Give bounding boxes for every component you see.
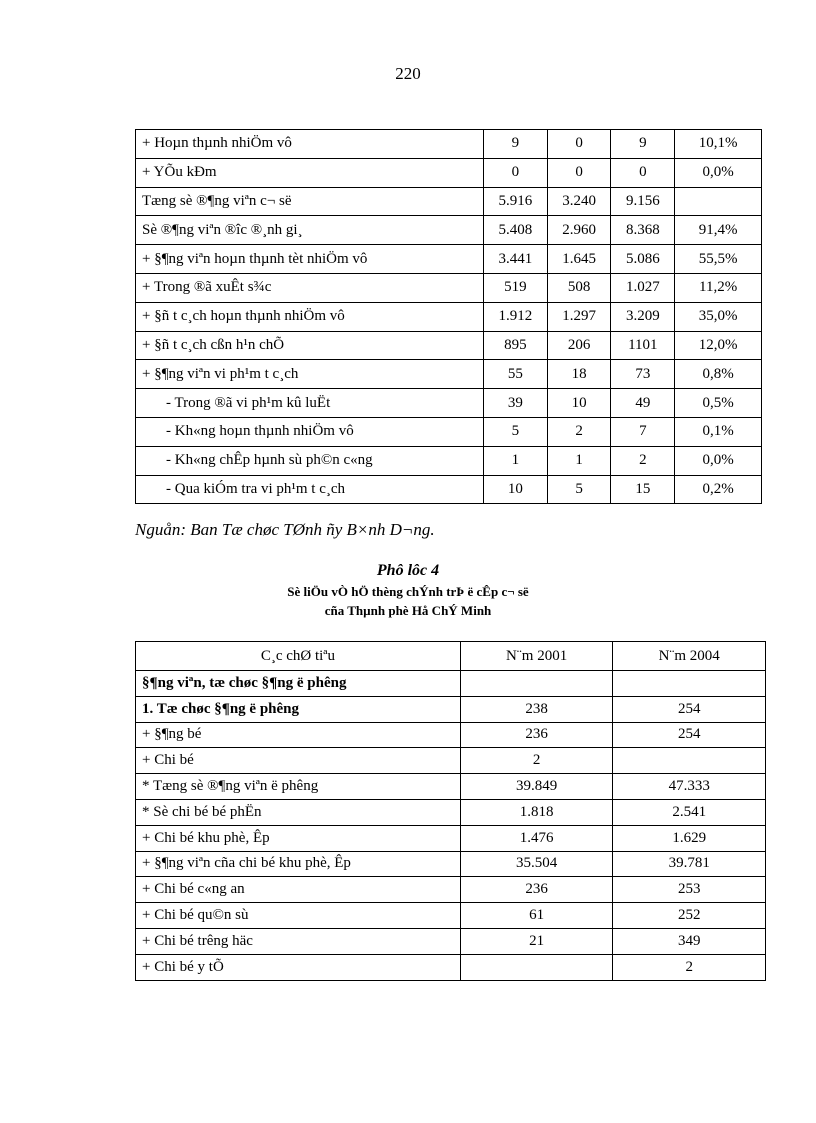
value-2001: 236 <box>460 722 613 748</box>
value-col1: 39 <box>484 389 548 418</box>
value-2001: 21 <box>460 928 613 954</box>
value-percent: 11,2% <box>675 273 762 302</box>
table-row <box>136 360 762 389</box>
value-total: 49 <box>611 389 675 418</box>
value-2001: 238 <box>460 696 613 722</box>
row-label: + Hoµn thµnh nhiÖm vô <box>136 130 484 159</box>
value-col2: 206 <box>547 331 611 360</box>
table-row <box>136 671 766 697</box>
table1-body <box>136 130 762 504</box>
value-percent: 0,5% <box>675 389 762 418</box>
table-row <box>136 774 766 800</box>
value-2001: 236 <box>460 877 613 903</box>
value-percent: 0,8% <box>675 360 762 389</box>
table2-body <box>136 642 766 981</box>
value-2001: 1.476 <box>460 825 613 851</box>
value-2004: 254 <box>613 722 766 748</box>
value-total: 2 <box>611 446 675 475</box>
value-2001: 35.504 <box>460 851 613 877</box>
value-col2: 1 <box>547 446 611 475</box>
row-label: + §¶ng viªn cña chi bé khu phè, Êp <box>136 851 461 877</box>
value-col1: 5 <box>484 417 548 446</box>
page-number: 220 <box>395 64 421 83</box>
table-row <box>136 446 762 475</box>
value-col2: 508 <box>547 273 611 302</box>
value-col1: 1 <box>484 446 548 475</box>
row-label: + §¶ng viªn vi ph¹m t c¸ch <box>136 360 484 389</box>
value-total: 7 <box>611 417 675 446</box>
row-label: + §ñ t c¸ch cßn h¹n chÕ <box>136 331 484 360</box>
value-col2: 0 <box>547 130 611 159</box>
value-2004: 39.781 <box>613 851 766 877</box>
value-percent <box>675 187 762 216</box>
value-2004: 253 <box>613 877 766 903</box>
value-percent: 55,5% <box>675 245 762 274</box>
row-label: - Trong ®ã vi ph¹m kû luËt <box>136 389 484 418</box>
value-total: 1101 <box>611 331 675 360</box>
appendix-title: Phô lôc 4 <box>376 562 440 579</box>
row-label: + Chi bé y tÕ <box>136 954 461 980</box>
table-row <box>136 903 766 929</box>
table-row <box>136 216 762 245</box>
party-member-evaluation-table <box>135 129 762 504</box>
value-total: 0 <box>611 158 675 187</box>
table2-header-row <box>136 642 766 671</box>
row-label: + §ñ t c¸ch hoµn thµnh nhiÖm vô <box>136 302 484 331</box>
row-label: 1. Tæ chøc §¶ng ë phêng <box>136 696 461 722</box>
value-total: 73 <box>611 360 675 389</box>
value-total: 1.027 <box>611 273 675 302</box>
value-2004: 2.541 <box>613 799 766 825</box>
appendix-subtitle-line2: cña Thµnh phè Hå ChÝ Minh <box>324 603 492 618</box>
header-indicators: C¸c chØ tiªu <box>136 642 461 671</box>
table-row <box>136 245 762 274</box>
value-col1: 0 <box>484 158 548 187</box>
table-row <box>136 475 762 504</box>
value-col2: 2 <box>547 417 611 446</box>
row-label: - Qua kiÓm tra vi ph¹m t c¸ch <box>136 475 484 504</box>
value-total: 9 <box>611 130 675 159</box>
value-col1: 1.912 <box>484 302 548 331</box>
value-total: 15 <box>611 475 675 504</box>
table-row <box>136 696 766 722</box>
value-2001: 2 <box>460 748 613 774</box>
table-row <box>136 417 762 446</box>
table-row <box>136 273 762 302</box>
value-col2: 5 <box>547 475 611 504</box>
value-total: 9.156 <box>611 187 675 216</box>
table-row <box>136 928 766 954</box>
row-label: + Chi bé qu©n sù <box>136 903 461 929</box>
value-2001 <box>460 954 613 980</box>
value-2004: 254 <box>613 696 766 722</box>
value-2004 <box>613 748 766 774</box>
table-row <box>136 187 762 216</box>
value-col1: 5.916 <box>484 187 548 216</box>
table-row <box>136 302 762 331</box>
value-2004 <box>613 671 766 697</box>
table-row <box>136 130 762 159</box>
table-row <box>136 331 762 360</box>
value-percent: 0,1% <box>675 417 762 446</box>
header-year-2001: N¨m 2001 <box>460 642 613 671</box>
table-row <box>136 799 766 825</box>
row-label: §¶ng viªn, tæ chøc §¶ng ë phêng <box>136 671 461 697</box>
value-total: 3.209 <box>611 302 675 331</box>
row-label: - Kh«ng hoµn thµnh nhiÖm vô <box>136 417 484 446</box>
table-row <box>136 851 766 877</box>
table-row <box>136 825 766 851</box>
value-2001: 1.818 <box>460 799 613 825</box>
value-percent: 0,2% <box>675 475 762 504</box>
value-2004: 349 <box>613 928 766 954</box>
table-row <box>136 954 766 980</box>
value-percent: 12,0% <box>675 331 762 360</box>
value-col1: 5.408 <box>484 216 548 245</box>
value-2001: 39.849 <box>460 774 613 800</box>
value-col1: 10 <box>484 475 548 504</box>
value-col2: 1.645 <box>547 245 611 274</box>
value-col2: 0 <box>547 158 611 187</box>
value-percent: 10,1% <box>675 130 762 159</box>
value-col1: 55 <box>484 360 548 389</box>
value-2004: 47.333 <box>613 774 766 800</box>
row-label: + YÕu kÐm <box>136 158 484 187</box>
row-label: * Sè chi bé bé phËn <box>136 799 461 825</box>
value-col2: 2.960 <box>547 216 611 245</box>
value-col1: 9 <box>484 130 548 159</box>
value-col2: 1.297 <box>547 302 611 331</box>
table-row <box>136 722 766 748</box>
value-percent: 91,4% <box>675 216 762 245</box>
value-col2: 3.240 <box>547 187 611 216</box>
value-2004: 1.629 <box>613 825 766 851</box>
row-label: * Tæng sè ®¶ng viªn ë phêng <box>136 774 461 800</box>
table-row <box>136 748 766 774</box>
row-label: + Chi bé c«ng an <box>136 877 461 903</box>
table-row <box>136 389 762 418</box>
value-col1: 3.441 <box>484 245 548 274</box>
row-label: + Trong ®ã xuÊt s¾c <box>136 273 484 302</box>
row-label: + Chi bé khu phè, Êp <box>136 825 461 851</box>
value-col1: 895 <box>484 331 548 360</box>
value-2004: 252 <box>613 903 766 929</box>
value-percent: 35,0% <box>675 302 762 331</box>
value-total: 5.086 <box>611 245 675 274</box>
table-row <box>136 158 762 187</box>
value-total: 8.368 <box>611 216 675 245</box>
row-label: + Chi bé <box>136 748 461 774</box>
value-col1: 519 <box>484 273 548 302</box>
value-2001 <box>460 671 613 697</box>
value-percent: 0,0% <box>675 158 762 187</box>
value-col2: 18 <box>547 360 611 389</box>
value-percent: 0,0% <box>675 446 762 475</box>
table-row <box>136 877 766 903</box>
value-2001: 61 <box>460 903 613 929</box>
row-label: + §¶ng viªn hoµn thµnh tèt nhiÖm vô <box>136 245 484 274</box>
row-label: - Kh«ng chÊp hµnh sù ph©n c«ng <box>136 446 484 475</box>
header-year-2004: N¨m 2004 <box>613 642 766 671</box>
row-label: Tæng sè ®¶ng viªn c¬ së <box>136 187 484 216</box>
row-label: Sè ®¶ng viªn ®îc ®¸nh gi¸ <box>136 216 484 245</box>
value-2004: 2 <box>613 954 766 980</box>
source-note: Nguån: Ban Tæ chøc TØnh ñy B×nh D¬ng. <box>135 520 435 539</box>
value-col2: 10 <box>547 389 611 418</box>
grassroots-political-system-table <box>135 641 766 981</box>
row-label: + §¶ng bé <box>136 722 461 748</box>
row-label: + Chi bé trêng häc <box>136 928 461 954</box>
appendix-subtitle-line1: Sè liÖu vÒ hÖ thèng chÝnh trÞ ë cÊp c¬ së <box>287 584 529 599</box>
